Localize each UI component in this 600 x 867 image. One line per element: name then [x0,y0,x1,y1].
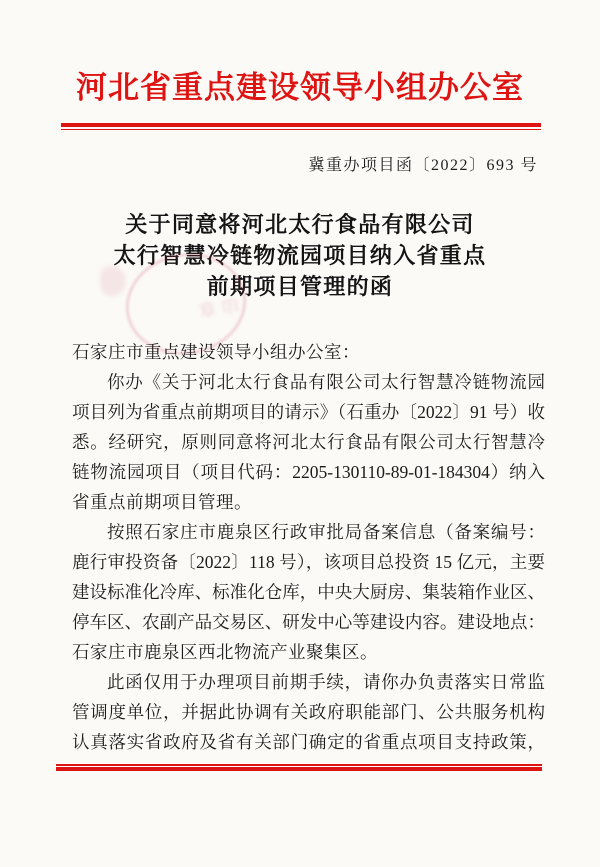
body-line: 项目列为省重点前期项目的请示》（石重办〔2022〕91 号）收 [72,402,545,422]
body-line: 停车区、农副产品交易区、研发中心等建设内容。建设地点： [72,612,545,632]
body-line: 认真落实省政府及省有关部门确定的省重点项目支持政策， [72,732,545,752]
divider-thick-bar [56,767,542,771]
body-line: 你办《关于河北太行食品有限公司太行智慧冷链物流园 [107,372,545,392]
body-line: 管调度单位，并据此协调有关政府职能部门、公共服务机构 [72,702,545,722]
body-line: 省重点前期项目管理。 [72,492,252,512]
footer-divider [56,764,542,771]
body-line: 鹿行审投资备〔2022〕118 号），该项目总投资 15 亿元，主要 [72,552,545,572]
document-title [0,209,600,302]
divider-thin-bar [61,129,541,130]
body-line: 链物流园项目（项目代码：2205-130110-89-01-184304）纳入 [72,462,545,482]
body-line: 石家庄市鹿泉区西北物流产业聚集区。 [72,642,378,662]
document-title-line: 关于同意将河北太行食品有限公司 [125,212,475,237]
document-reference-number: 冀重办项目函〔2022〕693 号 [308,157,538,174]
body-line: 石家庄市重点建设领导小组办公室： [72,342,360,362]
letterhead-org-name: 河北省重点建设领导小组办公室 [76,70,524,105]
official-seal-bleedthrough-marks: 印章 [192,296,241,323]
document-title-line: 太行智慧冷链物流园项目纳入省重点 [113,243,487,268]
divider-thin-bar [56,764,542,766]
divider-thick-bar [61,123,541,127]
document-body [72,337,545,757]
document-title-line: 前期项目管理的函 [206,274,394,299]
body-line: 按照石家庄市鹿泉区行政审批局备案信息（备案编号： [107,522,545,542]
body-line: 建设标准化冷库、标准化仓库，中央大厨房、集装箱作业区、 [72,582,545,602]
body-line: 悉。经研究，原则同意将河北太行食品有限公司太行智慧冷 [72,432,545,452]
body-line: 此函仅用于办理项目前期手续，请你办负责落实日常监 [107,672,545,692]
letterhead-divider [61,123,541,130]
